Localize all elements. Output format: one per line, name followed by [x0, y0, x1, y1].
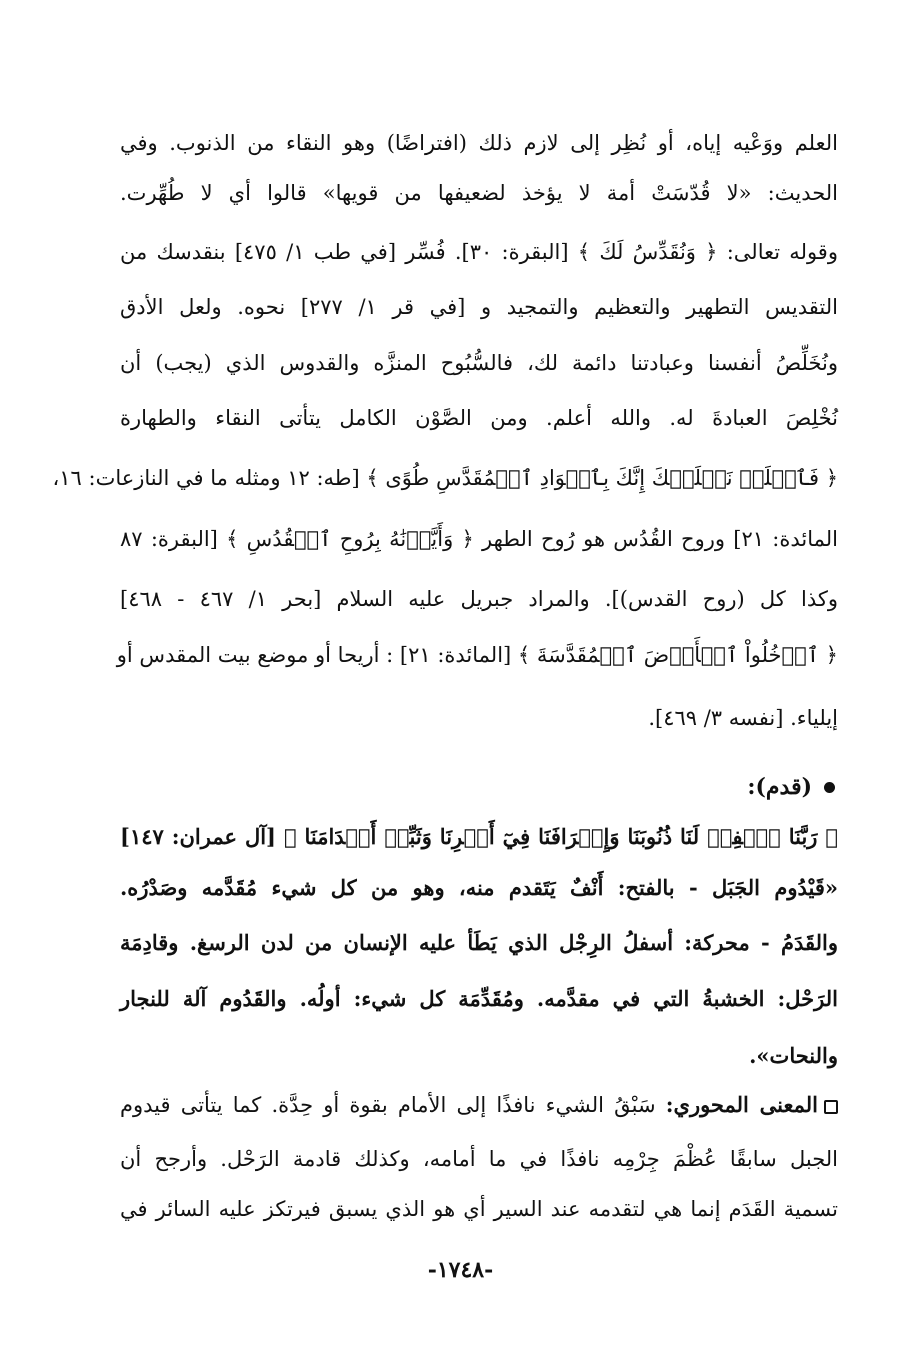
definition-line-1: «قَيْدُوم الجَبَل - بالفتح: أَنْفٌ يَتَقدم منه، وهو من كل شيء مُقَدَّمه وصَدْرُه. [120, 875, 838, 900]
text-line-11: إيلياء. [نفسه ٣/ ٤٦٩]. [648, 706, 838, 730]
text-line-5: ونُخَلِّصُ أنفسنا وعبادتنا دائمة لك، فالسُّبُوح المنزَّه والقدوس الذي (يجب) أن [120, 351, 838, 375]
page-number: -١٧٤٨- [427, 1257, 494, 1283]
meaning-line-2: الجبل سابقًا عُظْمَ جِرْمِه نافذًا في ما أمامه، وكذلك قادمة الرَحْل. وأرجح أن [120, 1147, 838, 1171]
meaning-label: المعنى المحوري: [665, 1092, 818, 1117]
definition-line-2: والقَدَمُ - محركة: أسفلُ الرِجْل الذي يَطَأ عليه الإنسان من لدن الرسغ. وقادِمَة [120, 930, 838, 955]
meaning-line-3: تسمية القَدَم إنما هي لتقدمه عند السير أي هو الذي يسبق فيرتكز عليه السائر في [120, 1197, 838, 1221]
text-line-9: وكذا كل (روح القدس)]. والمراد جبريل عليه السلام [بحر ١/ ٤٦٧ - ٤٦٨] [120, 587, 838, 611]
text-line-7: ﴿ فَٱخۡلَعۡ نَعۡلَيۡكَ إِنَّكَ بِٱلۡوَادِ ٱلۡمُقَدَّسِ طُوًى ﴾ [طه: ١٢ ومثله ما في النازعات: ١٦، [52, 466, 838, 490]
text-line-2: الحديث: «لا قُدّسَتْ أمة لا يؤخذ لضعيفها من قويها» قالوا أي لا طُهِّرت. [120, 181, 838, 205]
definition-line-3: الرَحْل: الخشبةُ التي في مقدَّمه. ومُقَدِّمَة كل شيء: أولُه. والقَدُوم آلة للنجار [120, 986, 838, 1011]
root-heading [747, 770, 835, 804]
meaning-line-1 [120, 1090, 838, 1124]
quran-verse-line: ﴿ رَبَّنَا ٱغۡفِرۡ لَنَا ذُنُوبَنَا وَإِسۡرَافَنَا فِيٓ أَمۡرِنَا وَثَبِّتۡ أَقۡدَامَنَا ﴾ [آل عمران: ١٤٧] [120, 824, 838, 849]
text-line-4: التقديس التطهير والتعظيم والتمجيد و [في قر ١/ ٢٧٧] نحوه. ولعل الأدق [120, 295, 838, 319]
meaning-text-1: سَبْقُ الشيء نافذًا إلى الأمام بقوة أو حِدَّة. كما يتأتى قيدوم [120, 1093, 656, 1117]
text-line-3: وقوله تعالى: ﴿ وَنُقَدِّسُ لَكَ ﴾ [البقرة: ٣٠]. فُسِّر [في طب ١/ ٤٧٥] بنقدسك من [120, 240, 838, 264]
text-line-6: نُخْلِصَ العبادةَ له. والله أعلم. ومن الصَّوْن الكامل يتأتى النقاء والطهارة [120, 406, 838, 430]
definition-line-4: والنحات». [749, 1043, 838, 1068]
square-box-icon [824, 1100, 838, 1114]
bullet-dot-icon [824, 782, 835, 793]
text-line-1: العلم ووَعْيه إياه، أو نُظِر إلى لازم ذلك (افتراضًا) وهو النقاء من الذنوب. وفي [120, 131, 838, 155]
text-line-8: المائدة: ٢١] وروح القُدُس هو رُوح الطهر ﴿ وَأَيَّدۡنَٰهُ بِرُوحِ ٱلۡقُدُسِ ﴾ [البقرة: ٨٧ [120, 527, 838, 551]
text-line-10: ﴿ ٱدۡخُلُواْ ٱلۡأَرۡضَ ٱلۡمُقَدَّسَةَ ﴾ [المائدة: ٢١] : أريحا أو موضع بيت المقدس أو [116, 643, 838, 667]
root-heading-label: (قدم): [747, 774, 812, 800]
